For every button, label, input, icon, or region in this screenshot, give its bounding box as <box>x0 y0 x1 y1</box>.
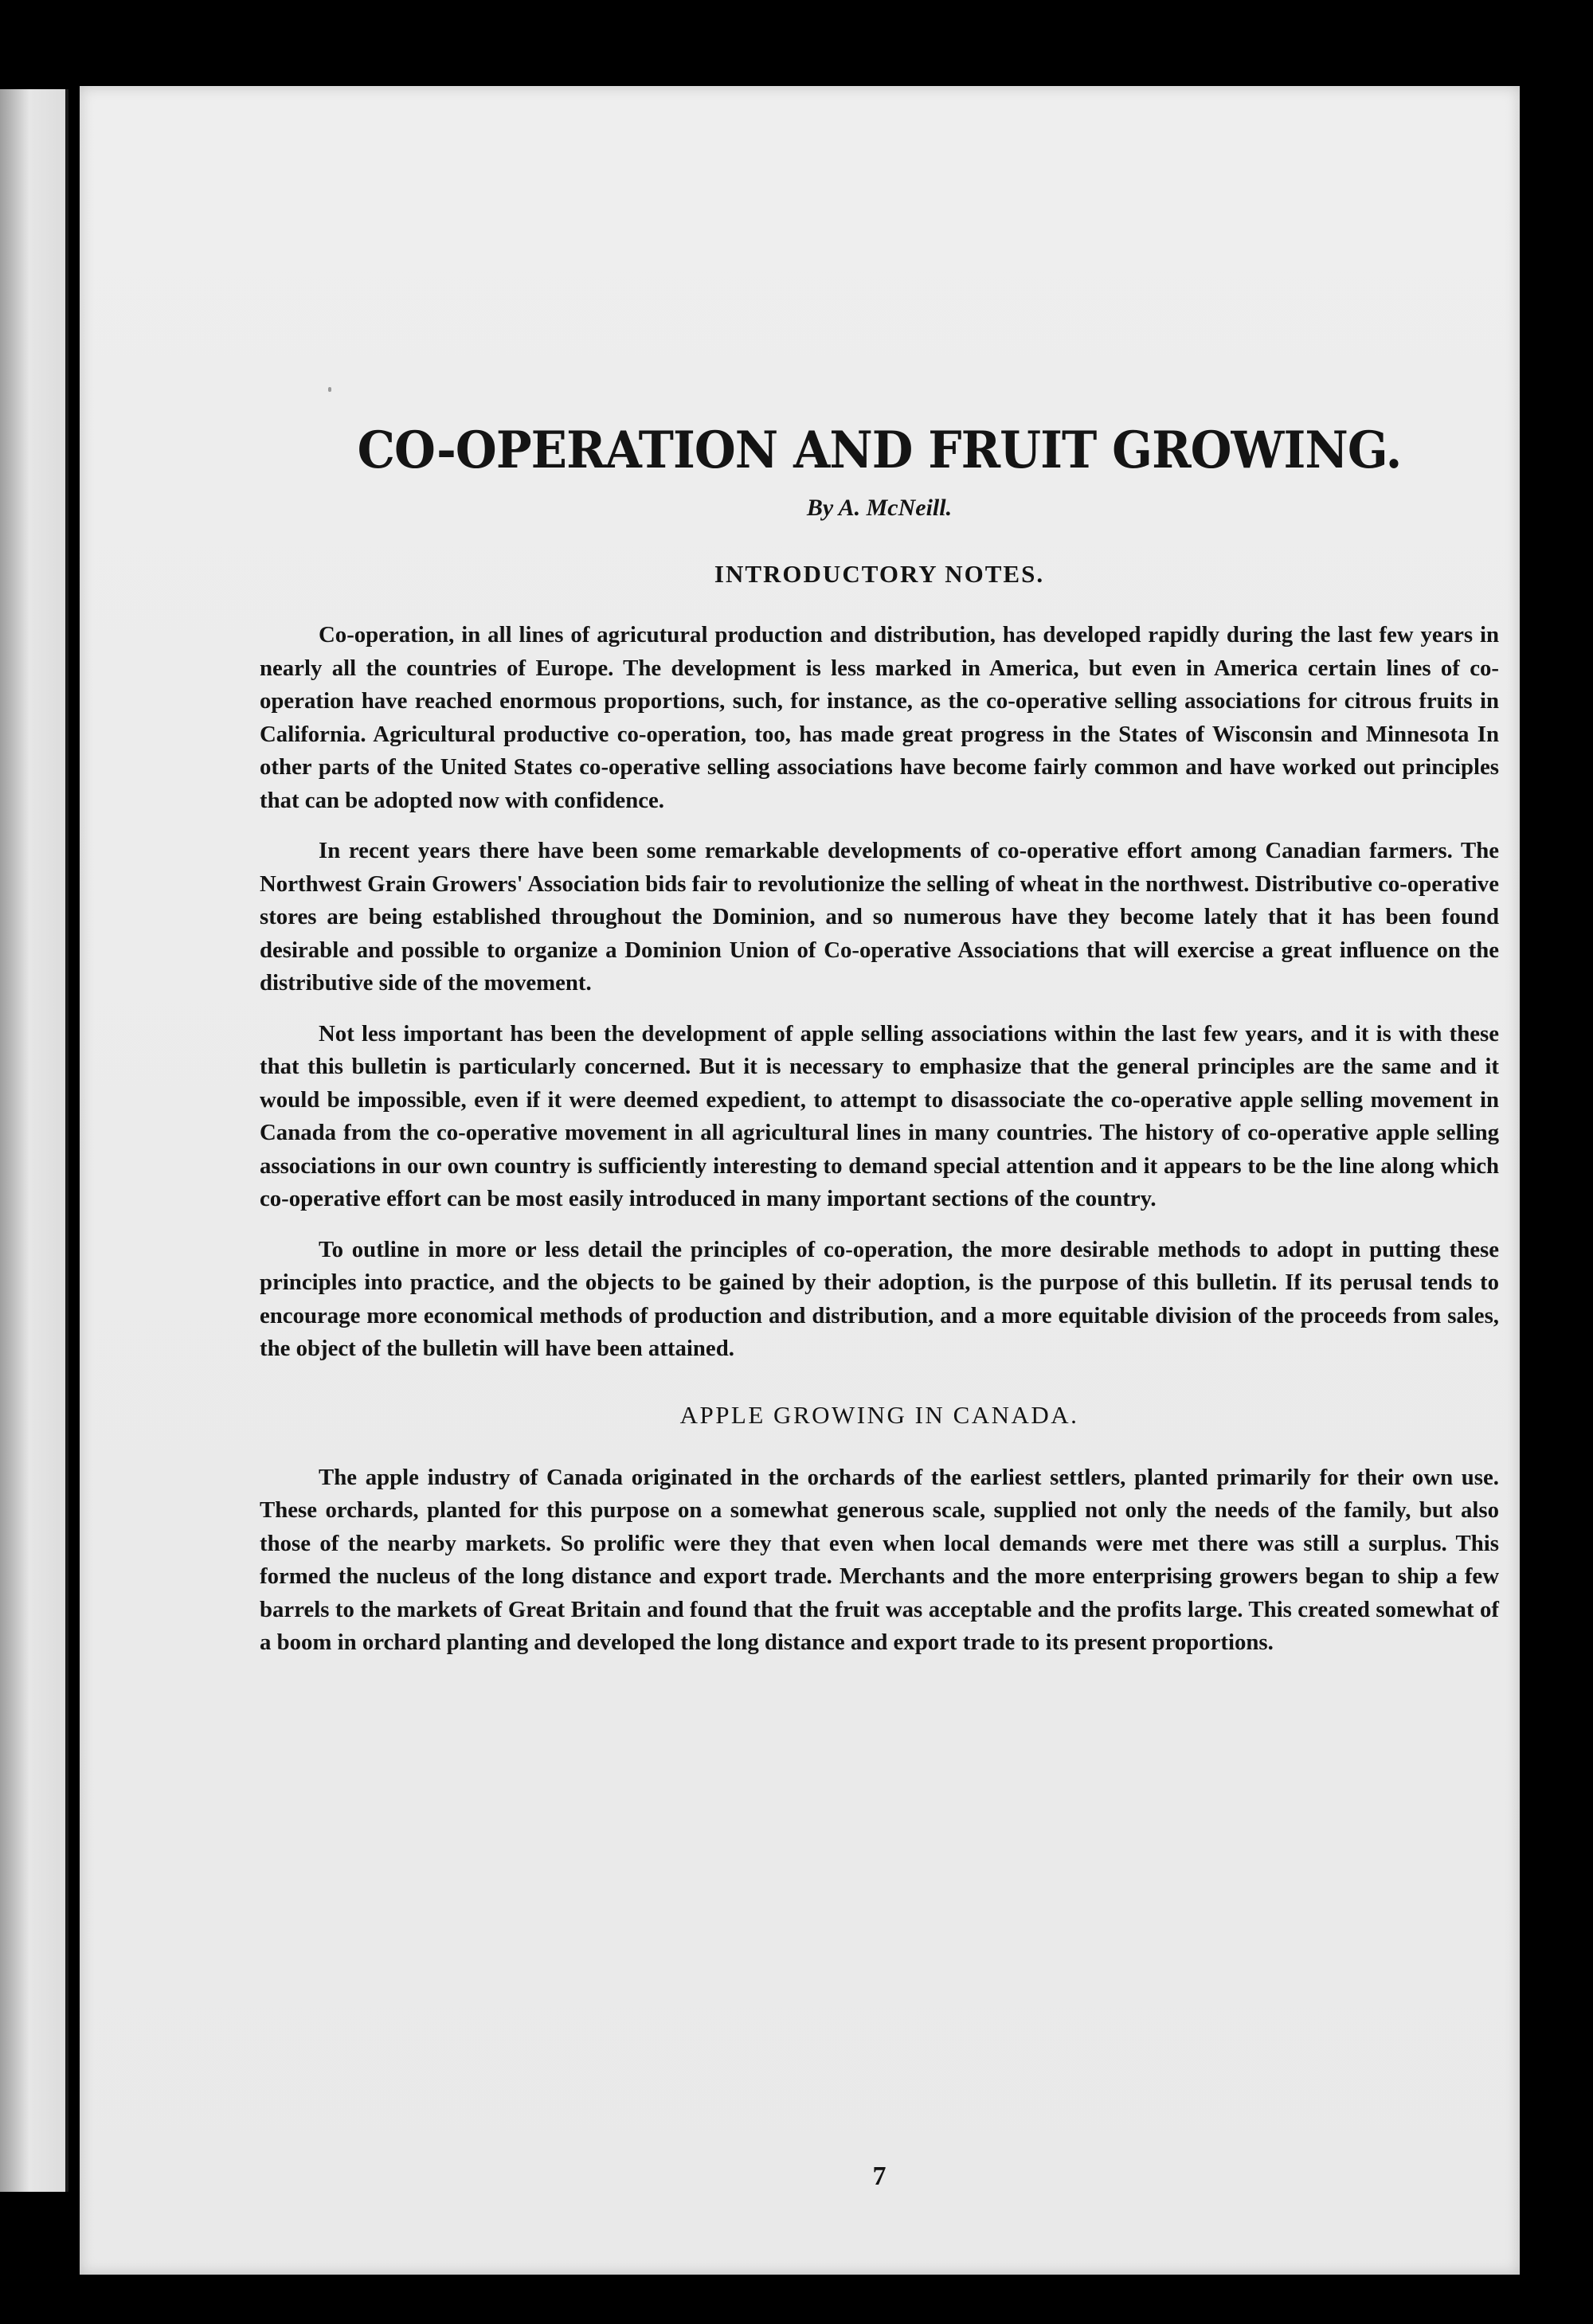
document-page <box>80 86 1520 2275</box>
page-number: 7 <box>872 2162 887 2191</box>
page-content <box>260 421 1499 2191</box>
paragraph: To outline in more or less detail the principles of co-operation, the more desirable methods to adopt in putting these principles into practice, and the objects to be gained by their adoption, is the purpose of this bulletin. If its perusal tends to encourage more economical methods of production and distribution, and a more equitable division of the proceeds from sales, the object of the bulletin will have been attained. <box>260 1236 1499 1361</box>
paragraph: Not less important has been the development of apple selling associations within the last few years, and it is with these that this bulletin is particularly concerned. But it is necessary to emphasize that the general principles are the same and it would be impossible, even if it were deemed expedient, to attempt to disassociate the co-operative apple selling movement in Canada from the co-operative movement in all agricultural lines in many countries. The history of co-operative apple selling associations in our own country is sufficiently interesting to demand special attention and it appears to be the line along which co-operative effort can be most easily introduced in many important sections of the country. <box>260 1020 1499 1211</box>
previous-page-edge <box>0 89 68 2192</box>
section-heading-apple-growing: APPLE GROWING IN CANADA. <box>679 1400 1079 1429</box>
document-title: CO-OPERATION AND FRUIT GROWING. <box>357 421 1402 480</box>
paragraph: The apple industry of Canada originated in the orchards of the earliest settlers, planted primarily for their own use. These orchards, planted for this purpose on a somewhat generous scale, supplied not only the needs of the family, but also those of the nearby markets. So prolific were they that even when local demands were met there was still a surplus. This formed the nucleus of the long distance and export trade. Merchants and the more enterprising growers began to ship a few barrels to the markets of Great Britain and found that the fruit was acceptable and the profits large. This created somewhat of a boom in orchard planting and developed the long distance and export trade to its present proportions. <box>260 1464 1499 1655</box>
paper-speck <box>328 387 331 392</box>
paragraph: Co-operation, in all lines of agricutural production and distribution, has developed rapidly during the last few years in nearly all the countries of Europe. The development is less marked in America, but even in America certain lines of co-operation have reached enormous proportions, such, for instance, as the co-operative selling associations for citrous fruits in California. Agricultural productive co-operation, too, has made great progress in the States of Wisconsin and Minnesota In other parts of the United States co-operative selling associations have become fairly common and have worked out principles that can be adopted now with confidence. <box>260 622 1499 813</box>
author-byline: By A. McNeill. <box>806 495 953 521</box>
paragraph: In recent years there have been some remarkable developments of co-operative effort among Canadian farmers. The Northwest Grain Growers' Association bids fair to revolutionize the selling of wheat in the northwest. Distributive co-operative stores are being established throughout the Dominion, and so numerous have they become lately that it has been found desirable and possible to organize a Dominion Union of Co-operative Associations that will exercise a great influence on the distributive side of the movement. <box>260 838 1499 996</box>
section-heading-introductory-notes: INTRODUCTORY NOTES. <box>714 560 1045 588</box>
